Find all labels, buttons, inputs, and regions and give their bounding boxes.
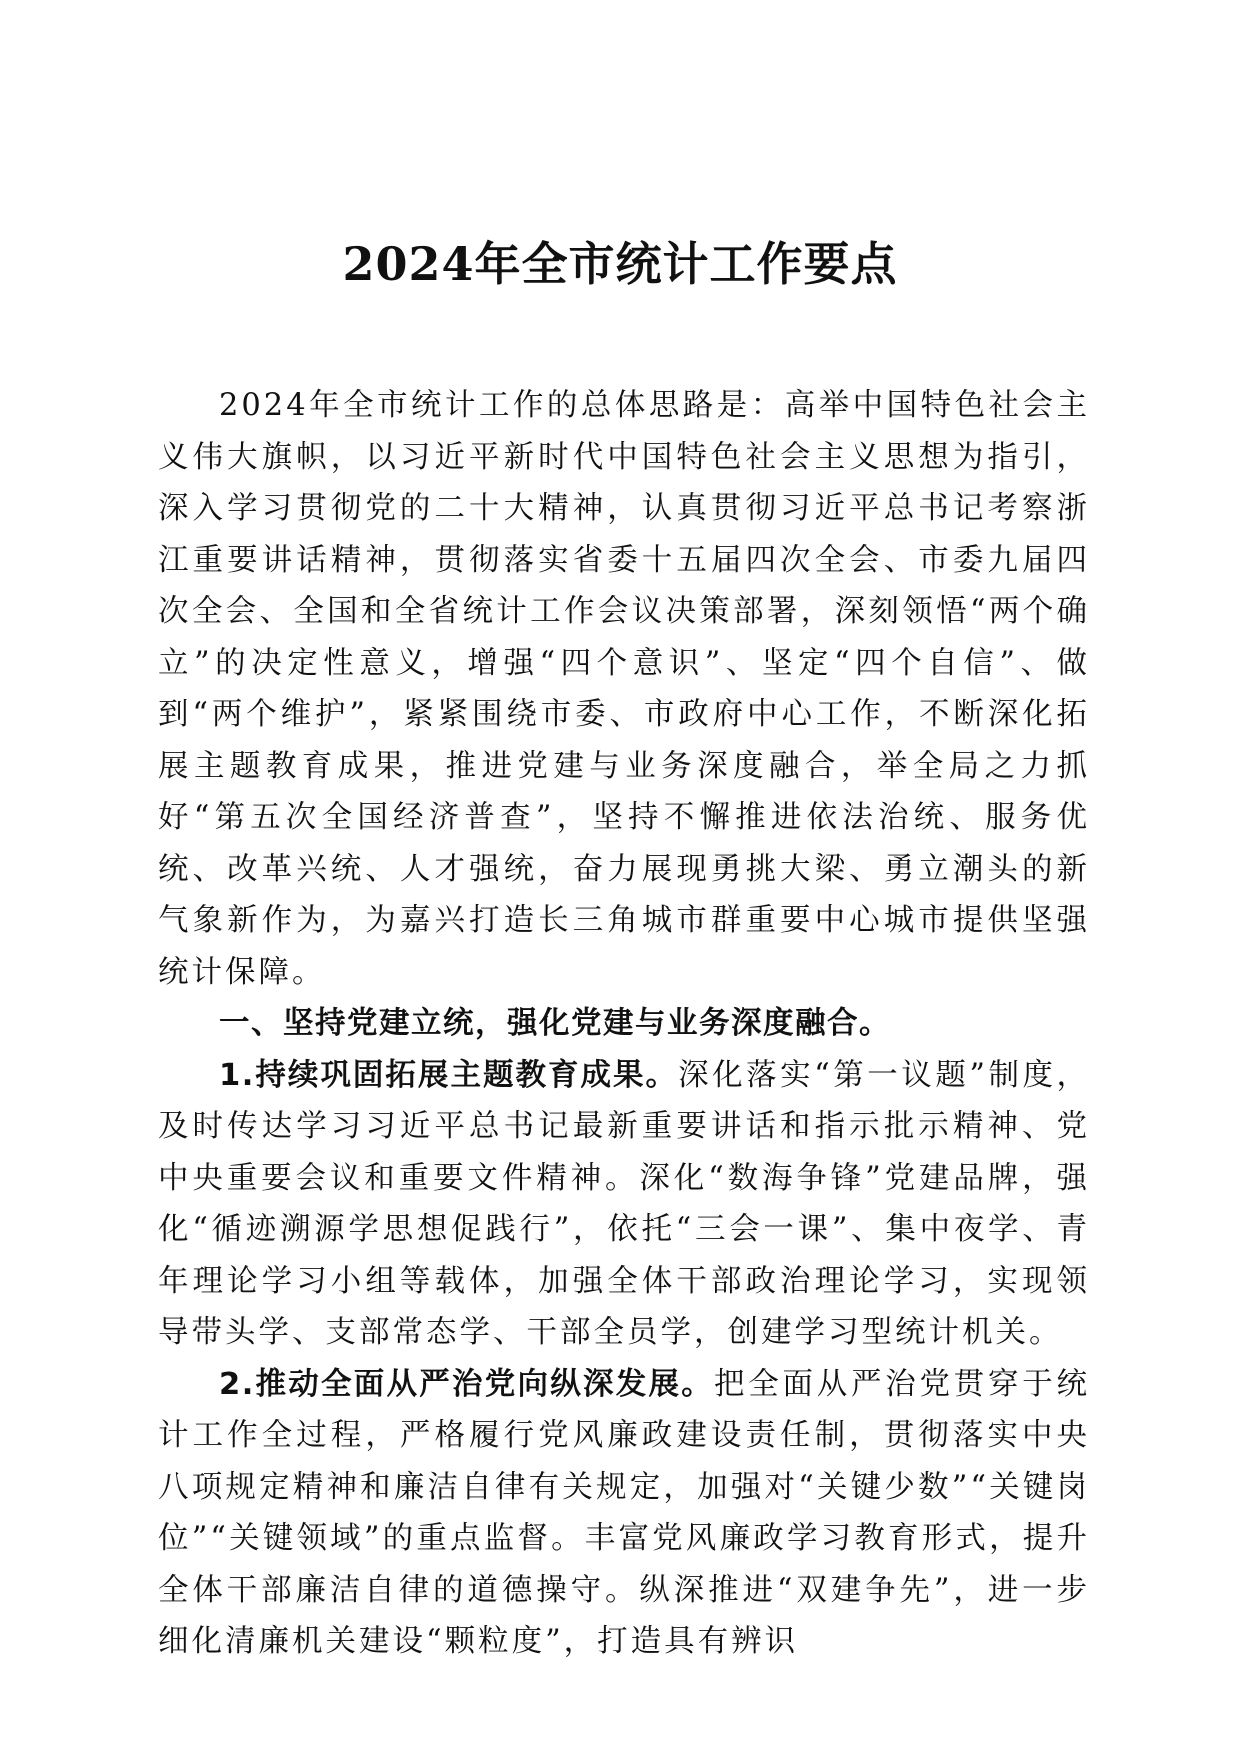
item-1-lead: 1.持续巩固拓展主题教育成果。 bbox=[219, 1057, 679, 1093]
item-2-text: 把全面从严治党贯穿于统计工作全过程，严格履行党风廉政建设责任制，贯彻落实中央八项规定精神和廉洁自律有关规定，加强对“关键少数”“关键岗位”“关键领域”的重点监督。丰富党风廉政学习教育形式，提升全体干部廉洁自律的道德操守。纵深推进“双建争先”，进一步细化清廉机关建设“颗粒度”，打造具有辨识 bbox=[158, 1366, 1091, 1659]
document-title: 2024年全市统计工作要点 bbox=[342, 237, 898, 291]
section-heading-1: 一、坚持党建立统，强化党建与业务深度融合。 bbox=[219, 1006, 891, 1041]
item-paragraph-2 bbox=[158, 1359, 1090, 1668]
document-body bbox=[158, 380, 1090, 1668]
intro-paragraph: 2024年全市统计工作的总体思路是：高举中国特色社会主义伟大旗帜，以习近平新时代中国特色社会主义思想为指引，深入学习贯彻党的二十大精神，认真贯彻习近平总书记考察浙江重要讲话精神，贯彻落实省委十五届四次全会、市委九届四次全会、全国和全省统计工作会议决策部署，深刻领悟“两个确立”的决定性意义，增强“四个意识”、坚定“四个自信”、做到“两个维护”，紧紧围绕市委、市政府中心工作，不断深化拓展主题教育成果，推进党建与业务深度融合，举全局之力抓好“第五次全国经济普查”，坚持不懈推进依法治统、服务优统、改革兴统、人才强统，奋力展现勇挑大梁、勇立潮头的新气象新作为，为嘉兴打造长三角城市群重要中心城市提供坚强统计保障。 bbox=[158, 388, 1090, 990]
item-1-text: 深化落实“第一议题”制度，及时传达学习习近平总书记最新重要讲话和指示批示精神、党中央重要会议和重要文件精神。深化“数海争锋”党建品牌，强化“循迹溯源学思想促践行”，依托“三会一课”、集中夜学、青年理论学习小组等载体，加强全体干部政治理论学习，实现领导带头学、支部常态学、干部全员学，创建学习型统计机关。 bbox=[158, 1057, 1090, 1350]
item-2-lead: 2.推动全面从严治党向纵深发展。 bbox=[219, 1366, 715, 1402]
item-paragraph-1 bbox=[158, 1050, 1090, 1359]
